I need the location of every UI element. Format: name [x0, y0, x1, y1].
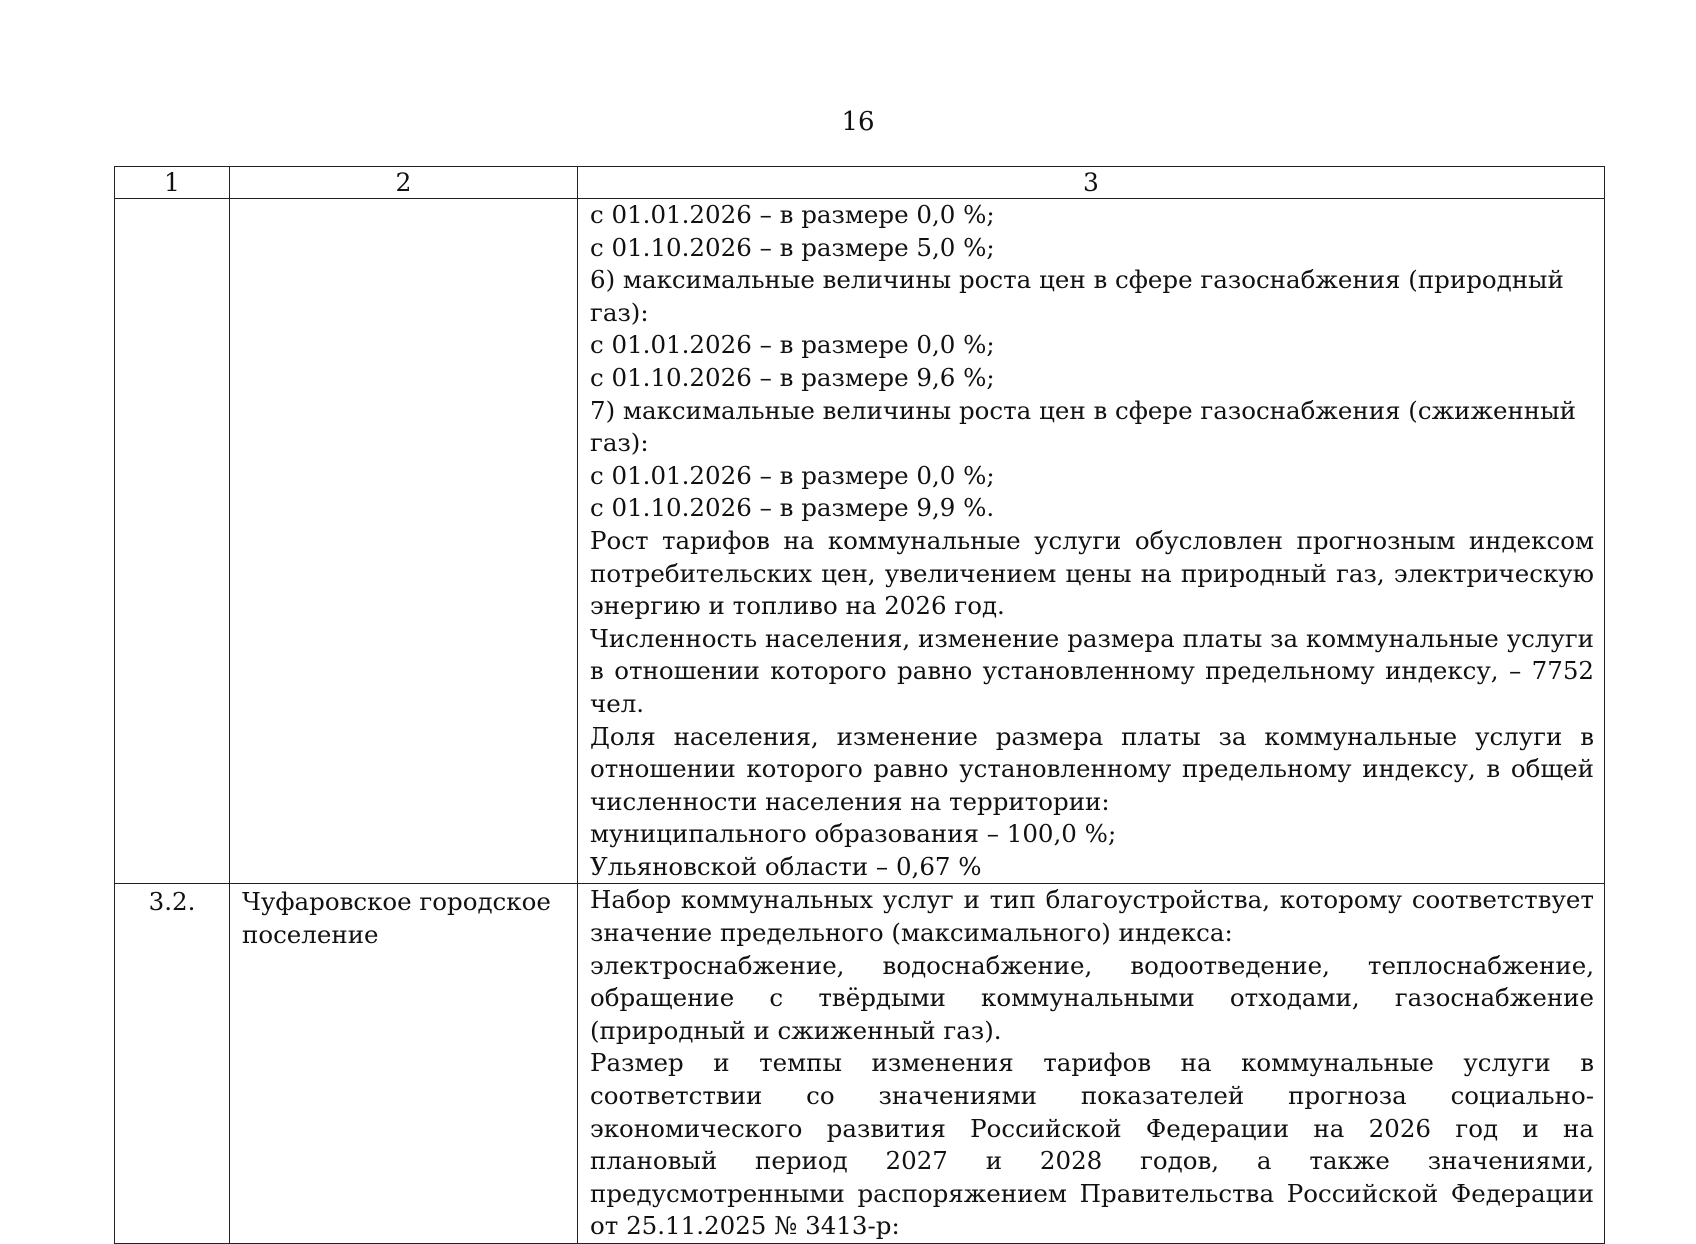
content-paragraph: Ульяновской области – 0,67 %	[590, 851, 982, 881]
content-paragraph: Рост тарифов на коммунальные услуги обусловлен прогнозным индексом потребительских цен, увеличением цены на природный газ, электрическую энергию и топливо на 2026 год.	[590, 525, 1594, 621]
municipality-name-cell: Чуфаровское городское поселение	[230, 884, 578, 1244]
content-paragraph: с 01.10.2026 – в размере 5,0 %;	[590, 232, 995, 262]
content-paragraph: с 01.01.2026 – в размере 0,0 %;	[590, 200, 995, 229]
table-row	[115, 884, 1605, 1244]
content-paragraph: электроснабжение, водоснабжение, водоотведение, теплоснабжение, обращение с твёрдыми коммунальными отходами, газоснабжение (природный и сжиженный газ).	[590, 950, 1594, 1045]
content-paragraph: Набор коммунальных услуг и тип благоустройства, которому соответствует значение предельного (максимального) индекса:	[590, 885, 1594, 948]
content-cell	[578, 884, 1605, 1244]
table-row	[115, 199, 1605, 884]
column-header-3: 3	[578, 167, 1605, 199]
table-header-row	[115, 167, 1605, 199]
municipality-name-cell	[230, 199, 578, 884]
content-paragraph: муниципального образования – 100,0 %;	[590, 819, 1117, 849]
row-number-cell	[115, 199, 230, 884]
table-header	[115, 167, 1605, 199]
content-paragraph: с 01.01.2026 – в размере 0,0 %;	[590, 460, 995, 490]
tariff-table	[114, 166, 1605, 1244]
column-header-2: 2	[230, 167, 578, 199]
content-paragraph: с 01.01.2026 – в размере 0,0 %;	[590, 330, 995, 360]
content-paragraph: 7) максимальные величины роста цен в сфере газоснабжения (сжиженный газ):	[590, 395, 1576, 458]
content-paragraph: Доля населения, изменение размера платы за коммунальные услуги в отношении которого равно установленному предельному индексу, в общей численности населения на территории:	[590, 721, 1594, 816]
page-number: 16	[841, 107, 875, 137]
content-paragraph: с 01.10.2026 – в размере 9,6 %;	[590, 362, 995, 392]
content-paragraph: Размер и темпы изменения тарифов на коммунальные услуги в соответствии со значениями показателей прогноза социально-экономического развития Российской Федерации на 2026 год и на плановый период 2027 и 2028 годов, а также значениями, предусмотренными распоряжением Правительства Российской Федерации от 25.11.2025 № 3413-р:	[590, 1048, 1594, 1241]
content-paragraph: 6) максимальные величины роста цен в сфере газоснабжения (природный газ):	[590, 265, 1564, 327]
content-cell	[578, 199, 1605, 884]
content-paragraph: с 01.10.2026 – в размере 9,9 %.	[590, 493, 995, 523]
row-number-cell: 3.2.	[115, 884, 230, 1244]
content-paragraph: Численность населения, изменение размера платы за коммунальные услуги в отношении которого равно установленному предельному индексу, – 7752 чел.	[590, 623, 1594, 718]
column-header-1: 1	[115, 167, 230, 199]
